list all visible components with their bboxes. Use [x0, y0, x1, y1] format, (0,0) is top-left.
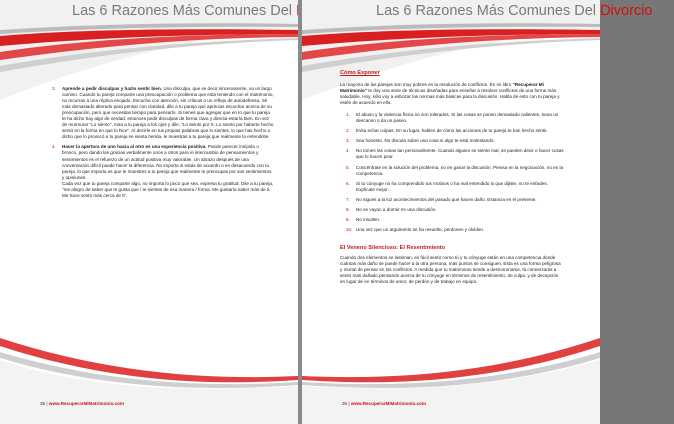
intro-paragraph — [340, 82, 564, 106]
header-title-highlight: Divorcio — [600, 3, 653, 19]
footer-separator: | — [348, 401, 350, 406]
list-item-text: No insulten. — [356, 216, 381, 222]
list-item-number: 9. — [346, 216, 350, 222]
page-footer — [40, 401, 124, 406]
list-item — [346, 148, 564, 160]
list-item-number: 10. — [346, 226, 353, 232]
list-item-number: 3. — [52, 86, 56, 91]
list-item-text: Sea honesto. No discuta sobre una cosa si algo te está molestando. — [356, 138, 495, 144]
list-item-number: 4. — [346, 148, 350, 154]
list-item-text: Si tu cónyuge no ha comprendido tus motivos o ha mal entendido lo que dijiste, no te enfades. Explícate mejor. — [356, 180, 548, 192]
list-item-text: Una disculpa, que se decir sinceramente, va un largo camino. Cuando tu pareja comparte una preocupación o problema que está teniendo con el matrimonio, no recurras a una réplica enojado. Escucha con atención, sin críticas o un reflejo de autodefensa. Sé más demasiado alterado para pensar con claridad, dile a tu pareja que aprecias escuchar acerca de su preocupación, pero que necesitas tiempo para pensarlo. Si tienes que agregar que en lo que tu pareja te ha dicho hay algo de verdad, entonces pedir disculpas de forma clara y directa estaría bien. En vez de murmurar "Lo siento", mira a tu pareja a los ojos y dile, "Lo siento por X. Lo siento por haberte hecho sentir en la forma en que lo hice". Al decirle en tus propias palabras que lo sientes, lo que has hecho o dicho que lo provocó a tu pareja se sienta herida, le muestras a tu pareja que realmente la entendiste. — [62, 86, 274, 140]
list-item-number: 8. — [346, 206, 350, 212]
intro-text-b: te doy una serie de técnicas diseñadas para enseñar a resolver conflictos de una forma más saludable. Hoy, sólo voy a esbozar las normas más básicas para la discusión. Habla de esto con tu pareja y estén de acuerdo en ello. — [340, 88, 560, 106]
page-number: 36 — [342, 401, 348, 406]
right-body — [340, 70, 564, 289]
list-item — [346, 165, 564, 177]
list-item — [346, 112, 564, 124]
footer-swoosh-graphic — [302, 330, 600, 424]
list-item-text: Concéntrate en la solución del problema, no en ganar la discusión. Piensa en la negociación, no en la competencia. — [356, 164, 564, 176]
list-item-number: 5. — [346, 164, 350, 170]
website-link[interactable]: www.RecuperarMiMatrimonio.com — [350, 401, 427, 406]
list-item — [346, 181, 564, 193]
list-item-text: No tomes las cosas tan personalmente. Cuando alguien se siente mal, se pueden decir o hacer cosas que lo hacen peor. — [356, 148, 564, 160]
list-item-extra: Cada vez que tu pareja comparte algo, no importa lo poco que sea, expresa tu gratitud. Dile a tu pareja, "me alegro de saber que te gusta que / te sientes de esa manera / forma. Me gustaría saber más de ti. Me hace sentir más cerca de ti". — [62, 180, 274, 198]
list-item-number: 1. — [346, 112, 350, 118]
list-item-number: 7. — [346, 196, 350, 202]
list-item-number: 3. — [346, 138, 350, 144]
header-title — [376, 3, 674, 23]
header-title-text: Las 6 Razones Más Comunes Del — [72, 3, 297, 19]
list-item-text: Una vez que un argumento se ha resuelto, perdonen y olviden. — [356, 226, 485, 232]
section-heading-como-exponer: Cómo Exponer — [340, 70, 380, 76]
left-page — [0, 0, 298, 424]
left-body — [52, 86, 274, 203]
intro-text-a: La mayoría de las parejas son muy pobres en la resolución de conflictos. En mi libro — [340, 82, 513, 88]
list-item-number: 2. — [346, 128, 350, 134]
section-heading-resentimiento: El Veneno Silencioso: El Resentimiento — [340, 244, 446, 251]
website-link[interactable]: www.RecuperarMiMatrimonio.com — [48, 401, 125, 406]
list-item — [346, 207, 564, 213]
list-item-text: El abuso y la violencia física no son tolerados. Si las cosas se ponen demasiado calientes, toma un descanso o da un paseo. — [356, 112, 559, 124]
list-item — [346, 138, 564, 144]
list-item-text: Puede parecer insípido o bronco, pero dando las gracias verbalmente unos a otros para el intercambio de pensamientos y sentimientos es el refuerzo de un actitud positiva muy valorable. Un abrazo después de una conversación difícil puede hacer la diferencia. No importa si estás de acuerdo o en desacuerdo con tu pareja, lo que importa es que le muestres a tu pareja que realmente te preocupas por sus sentimientos y opiniones. — [62, 144, 272, 180]
list-item-number: 4. — [52, 144, 56, 150]
advice-list — [52, 86, 274, 199]
list-item-number: 6. — [346, 180, 350, 186]
footer-separator: | — [46, 401, 48, 406]
list-item-text: No se vayan a dormir en una discusión. — [356, 206, 437, 212]
header-title-text: Las 6 Razones Más Comunes Del — [376, 3, 601, 19]
list-item — [346, 128, 564, 134]
resentment-paragraph: Cuando dos elementos se lastiman, es fácil sentir como tú y tu cónyuge están en una competencia donde cuántas más daño se puede hacer a la otra persona, más puntos se consiguen. Esta es una forma peligrosa y mortal de pensar en los conflictos. A medida que tu matrimonio tiende a desmoronarse, tú comenzarás a sentir más dañado pensando acerca de tu cónyuge en términos de resentimiento, de culpa, y de decepción en lugar de en términos de amor, de perdón y de trabajo en equipo. — [340, 254, 561, 285]
rules-list — [340, 112, 564, 233]
list-item — [346, 197, 564, 203]
page-number: 35 — [40, 401, 46, 406]
list-item-text: No sigues a la luz acontecimientos del pasado que hacen daño. Estancia en el presente. — [356, 196, 537, 202]
list-item-lead: Hacer la apertura de uno hacia al otro es una experiencia positiva. — [62, 144, 207, 150]
footer-swoosh-graphic — [0, 330, 298, 424]
list-item-lead: Aprende a pedir disculpas y hazlo sentir bien. — [62, 86, 163, 91]
book-title: "Recuperar Mi Matrimonio" — [340, 82, 544, 94]
list-item — [52, 144, 274, 198]
list-item — [346, 217, 564, 223]
page-footer — [342, 401, 426, 406]
list-item — [52, 86, 274, 140]
list-item-text: Evita echar culpas. En su lugar, hablen de cómo las acciones de tu pareja te han hecho sentir. — [356, 128, 548, 134]
list-item — [346, 227, 564, 233]
right-page — [302, 0, 653, 424]
